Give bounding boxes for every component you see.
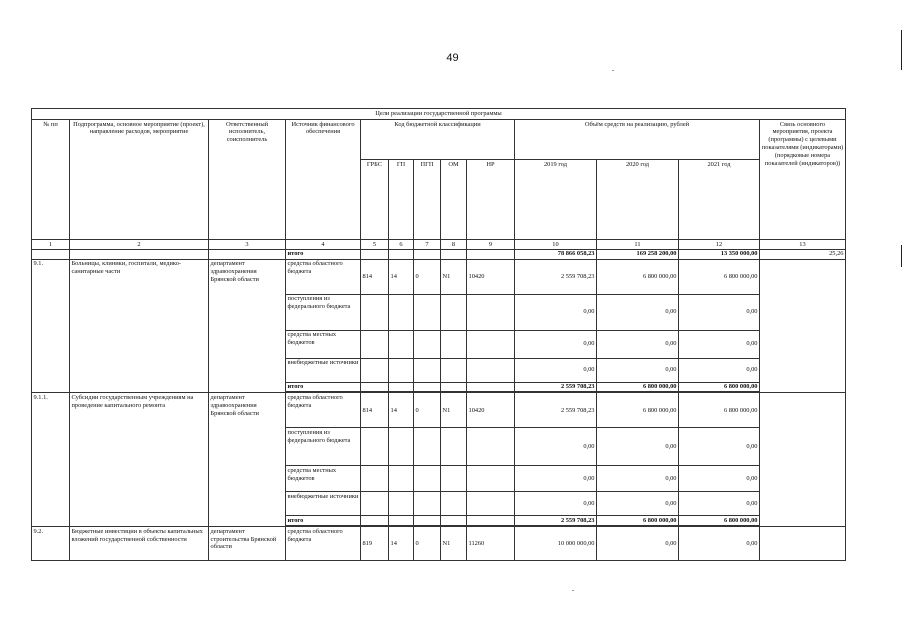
row-2020: 0,00: [597, 527, 679, 561]
col-number: 12: [679, 240, 760, 250]
row-2020: 0,00: [597, 492, 679, 516]
row-grbs: 814: [361, 393, 389, 428]
header-2020: 2020 год: [597, 160, 679, 240]
total-2020: 169 258 200,00: [597, 249, 679, 259]
row-2020: 6 800 000,00: [597, 259, 679, 294]
row-name: Субсидии государственным учреждениям на проведение капитального ремонта: [70, 393, 209, 527]
row-number: 9.1.: [32, 259, 70, 393]
top-total-row: [32, 249, 846, 259]
header-name: Подпрограмма, основное мероприятие (проект), направление расходов, мероприятие: [70, 120, 209, 240]
row-source: поступления из федерального бюджета: [286, 428, 361, 466]
header-link: Связь основного мероприятия, проекта (программы) с целевыми показателями (индикаторами) (порядковые номера показателей (индикаторов)): [760, 120, 846, 240]
row-2020: 0,00: [597, 294, 679, 330]
subtotal-2020: 6 800 000,00: [597, 516, 679, 526]
row-source: средства областного бюджета: [286, 527, 361, 561]
row-source: средства областного бюджета: [286, 259, 361, 294]
row-name: Больницы, клиники, госпитали, медико-санитарные части: [70, 259, 209, 393]
col-number: 10: [515, 240, 597, 250]
row-number: 9.2.: [32, 527, 70, 561]
subtotal-label: итого: [286, 516, 361, 526]
page-number: 49: [446, 52, 459, 64]
header-np: НР: [467, 160, 515, 240]
row-2021: 0,00: [679, 294, 760, 330]
col-number: 2: [70, 240, 209, 250]
row-executor: департамент здравоохранения Брянской области: [209, 393, 286, 527]
row-np: 10420: [467, 259, 515, 294]
row-2021: 0,00: [679, 330, 760, 358]
col-number: 13: [760, 240, 846, 250]
col-number: 5: [361, 240, 389, 250]
row-om: N1: [441, 527, 467, 561]
row-2021: 0,00: [679, 428, 760, 466]
subtotal-2019: 2 559 708,23: [515, 516, 597, 526]
header-volume: Объём средств на реализацию, рублей: [515, 120, 760, 160]
col-number: 9: [467, 240, 515, 250]
row-gp: 14: [389, 527, 414, 561]
row-2019: 0,00: [515, 428, 597, 466]
row-2019: 0,00: [515, 466, 597, 492]
header-executor: Ответственный исполнитель, соисполнитель: [209, 120, 286, 240]
row-pgp: 0: [414, 259, 441, 294]
row-np: 10420: [467, 393, 515, 428]
header-pgp: ПГП: [414, 160, 441, 240]
row-2021: 0,00: [679, 466, 760, 492]
row-executor: департамент здравоохранения Брянской области: [209, 259, 286, 393]
row-2021: 0,00: [679, 492, 760, 516]
scan-speck: [612, 70, 614, 71]
col-number: 3: [209, 240, 286, 250]
row-2019: 10 000 000,00: [515, 527, 597, 561]
table-row: [32, 259, 846, 294]
row-source: средства местных бюджетов: [286, 466, 361, 492]
row-grbs: 819: [361, 527, 389, 561]
col-number: 4: [286, 240, 361, 250]
header-grbs: ГРБС: [361, 160, 389, 240]
row-om: N1: [441, 393, 467, 428]
row-2019: 0,00: [515, 330, 597, 358]
row-np: 11260: [467, 527, 515, 561]
header-num: № пп: [32, 120, 70, 240]
col-number: 6: [389, 240, 414, 250]
total-2019: 78 866 058,23: [515, 249, 597, 259]
budget-table: [31, 108, 846, 561]
row-2021: 6 800 000,00: [679, 393, 760, 428]
row-pgp: 0: [414, 393, 441, 428]
row-pgp: 0: [414, 527, 441, 561]
header-2019: 2019 год: [515, 160, 597, 240]
scan-speck: [572, 590, 574, 591]
total-link: 25,26: [760, 249, 846, 259]
row-link: [760, 259, 846, 393]
row-2019: 0,00: [515, 358, 597, 382]
col-number: 11: [597, 240, 679, 250]
margin-line-top: [901, 30, 903, 70]
row-source: поступления из федерального бюджета: [286, 294, 361, 330]
total-label: итого: [286, 249, 361, 259]
row-2021: 6 800 000,00: [679, 259, 760, 294]
row-2019: 0,00: [515, 492, 597, 516]
row-number: 9.1.1.: [32, 393, 70, 527]
row-2019: 2 559 708,23: [515, 393, 597, 428]
row-source: внебюджетные источники: [286, 492, 361, 516]
row-2020: 0,00: [597, 358, 679, 382]
row-2021: 0,00: [679, 527, 760, 561]
subtotal-2021: 6 800 000,00: [679, 516, 760, 526]
row-gp: 14: [389, 259, 414, 294]
subtotal-2021: 6 800 000,00: [679, 382, 760, 392]
row-link: [760, 527, 846, 561]
row-source: средства областного бюджета: [286, 393, 361, 428]
row-2020: 0,00: [597, 330, 679, 358]
table-row: [32, 527, 846, 561]
table-title: Цели реализации государственной программы: [32, 109, 846, 120]
row-om: N1: [441, 259, 467, 294]
subtotal-label: итого: [286, 382, 361, 392]
row-2021: 0,00: [679, 358, 760, 382]
total-2021: 13 350 000,00: [679, 249, 760, 259]
col-number: 1: [32, 240, 70, 250]
row-2020: 0,00: [597, 428, 679, 466]
row-2019: 2 559 708,23: [515, 259, 597, 294]
margin-line-mid: [901, 245, 903, 267]
subtotal-2020: 6 800 000,00: [597, 382, 679, 392]
row-2019: 0,00: [515, 294, 597, 330]
row-gp: 14: [389, 393, 414, 428]
row-source: средства местных бюджетов: [286, 330, 361, 358]
header-source: Источник финансового обеспечения: [286, 120, 361, 240]
header-gp: ГП: [389, 160, 414, 240]
row-source: внебюджетные источники: [286, 358, 361, 382]
row-executor: департамент строительства Брянской области: [209, 527, 286, 561]
row-2020: 0,00: [597, 466, 679, 492]
table-row: [32, 393, 846, 428]
header-om: ОМ: [441, 160, 467, 240]
row-2020: 6 800 000,00: [597, 393, 679, 428]
header-2021: 2021 год: [679, 160, 760, 240]
col-number: 7: [414, 240, 441, 250]
column-number-row: [32, 240, 846, 250]
subtotal-2019: 2 559 708,23: [515, 382, 597, 392]
row-name: Бюджетные инвестиции в объекты капитальных вложений государственной собственности: [70, 527, 209, 561]
row-grbs: 814: [361, 259, 389, 294]
row-link: [760, 393, 846, 527]
header-budget-code: Код бюджетной классификации: [361, 120, 515, 160]
col-number: 8: [441, 240, 467, 250]
